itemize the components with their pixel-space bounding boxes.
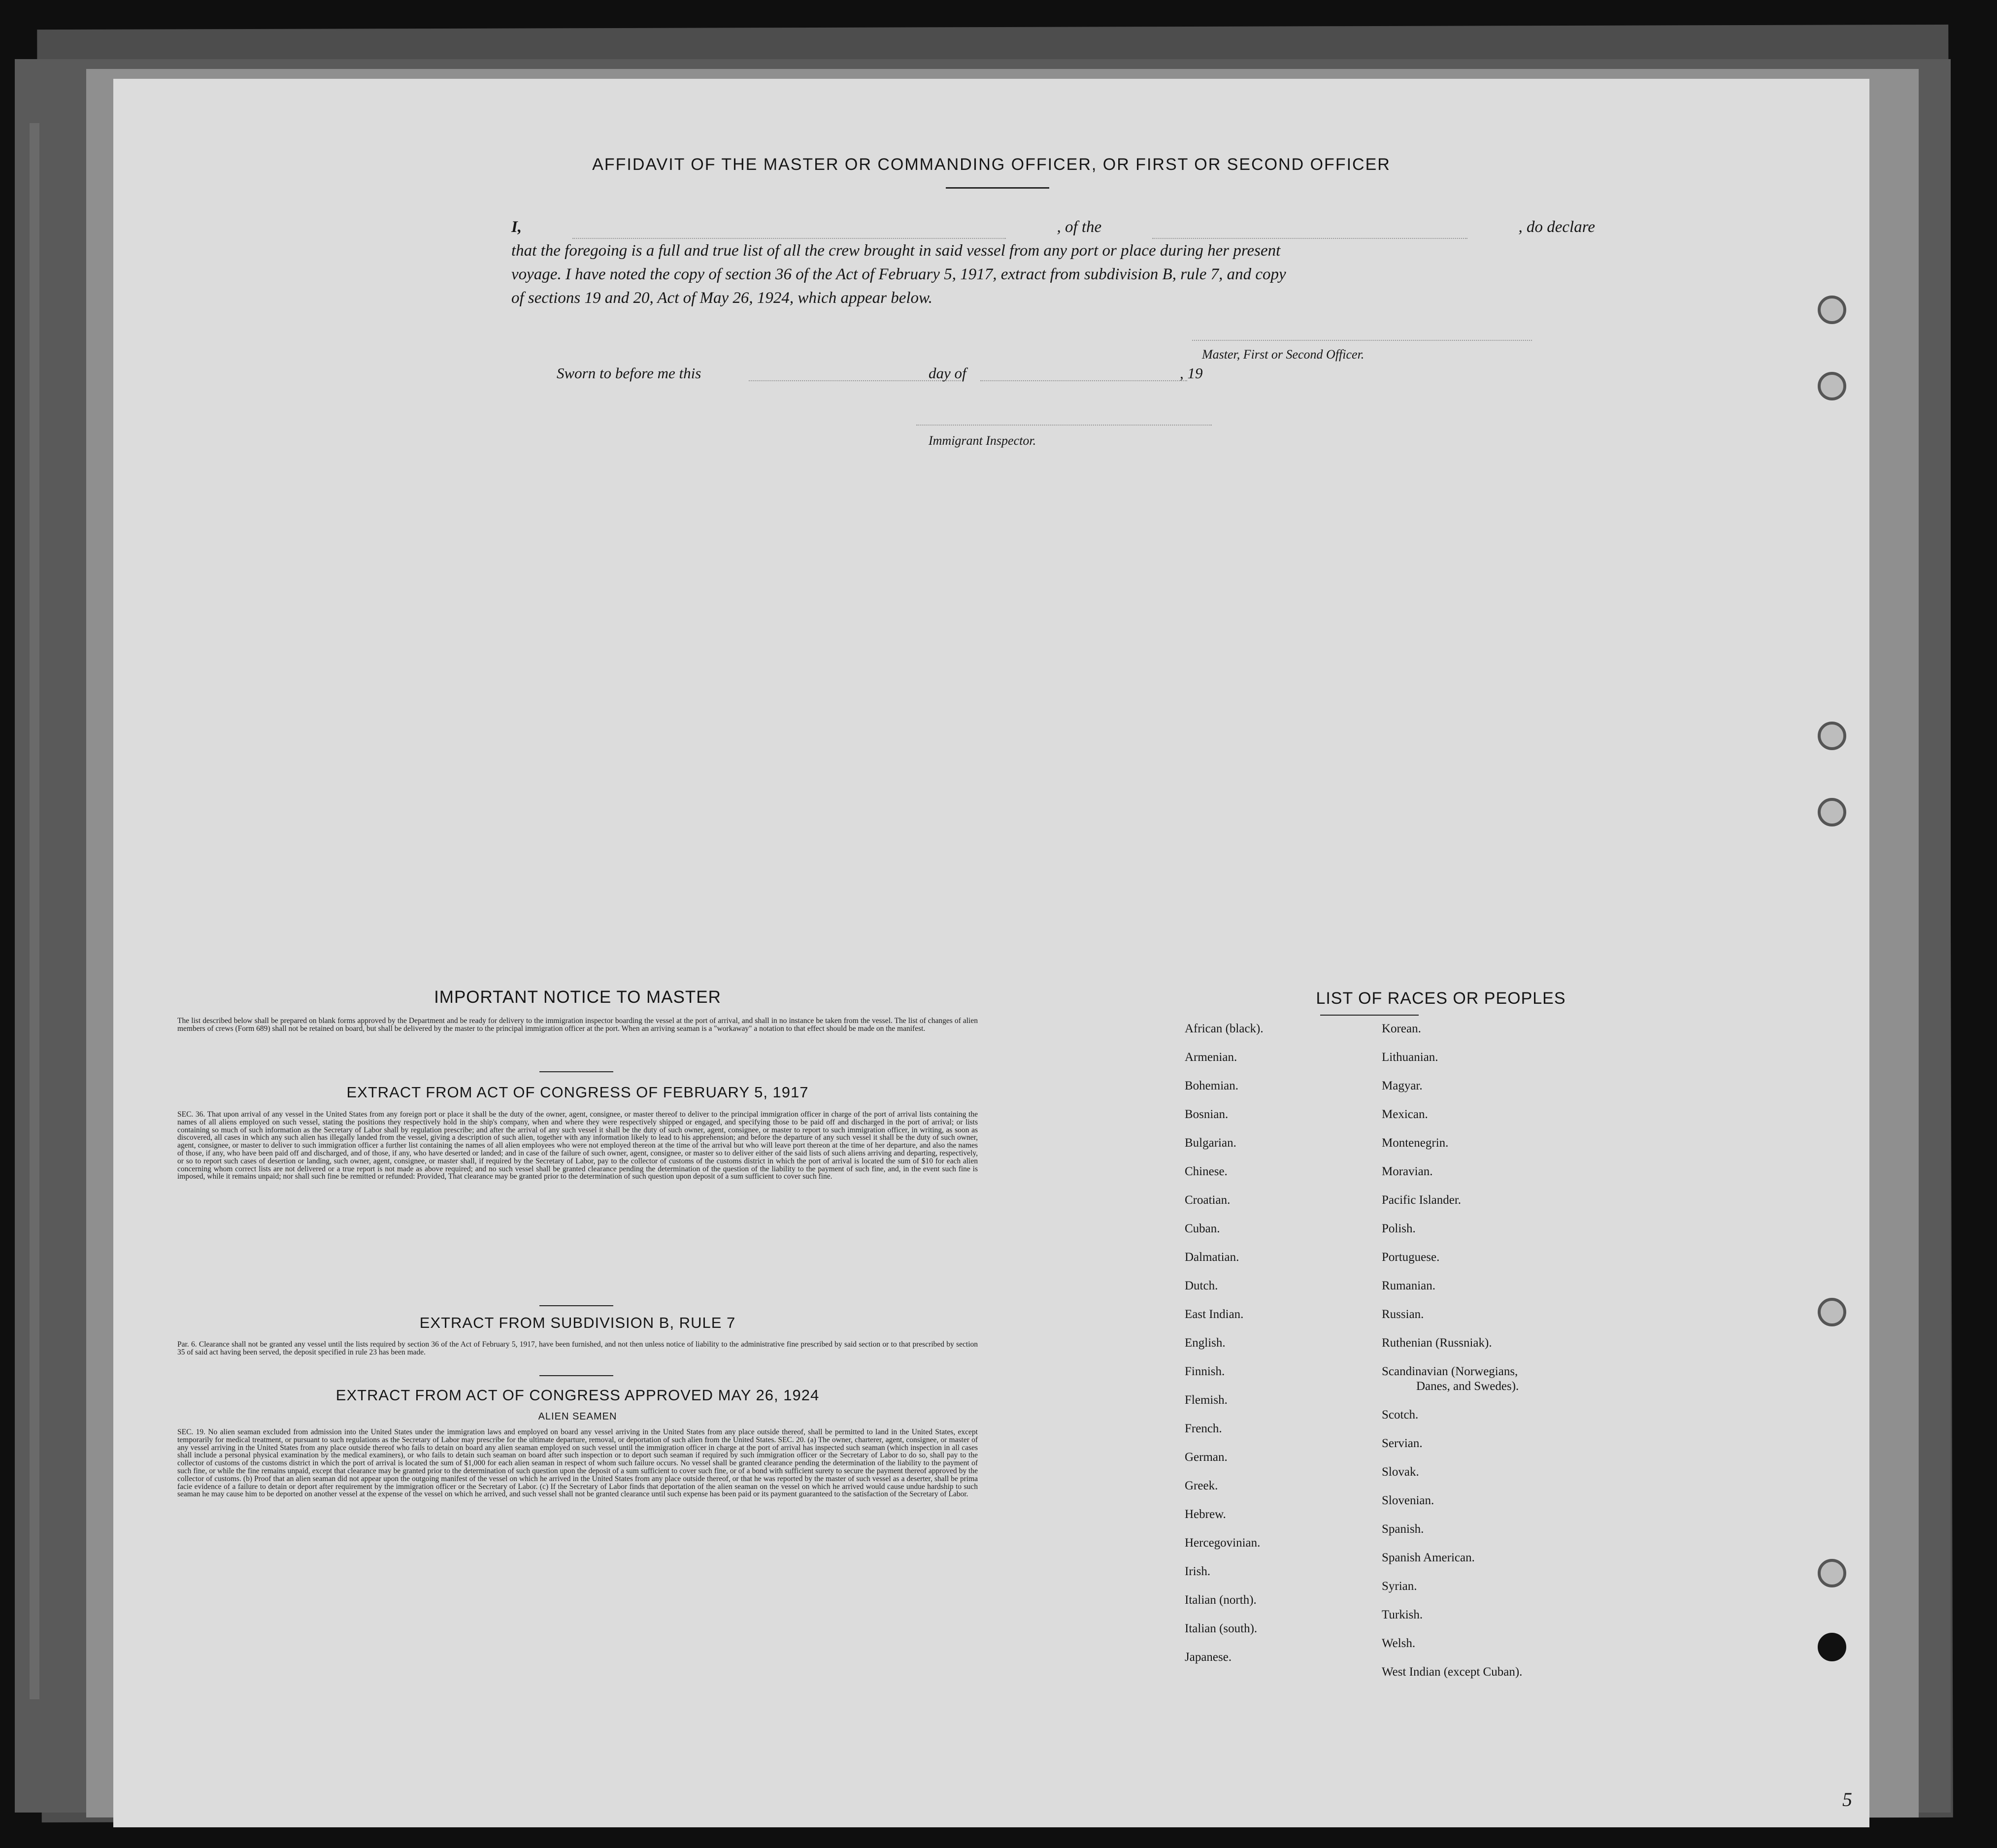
notice-title: IMPORTANT NOTICE TO MASTER	[434, 988, 721, 1007]
race-list-item: Pacific Islander.	[1382, 1193, 1462, 1207]
punch-hole-icon	[1818, 372, 1846, 400]
race-list-item: Mexican.	[1382, 1108, 1428, 1121]
divider-1	[539, 1071, 613, 1072]
extract-1924-title: EXTRACT FROM ACT OF CONGRESS APPROVED MAY 26, 1924	[335, 1386, 820, 1404]
divider-2	[539, 1305, 613, 1306]
race-list-item: Danes, and Swedes).	[1416, 1380, 1519, 1393]
race-list-item: Slovak.	[1382, 1465, 1419, 1479]
race-list-item: Scotch.	[1382, 1408, 1419, 1421]
vessel-blank[interactable]	[1152, 215, 1467, 239]
master-signature-blank[interactable]	[1192, 340, 1532, 341]
race-list-item: Spanish American.	[1382, 1551, 1475, 1564]
race-list-item: Italian (south).	[1185, 1622, 1258, 1635]
day-of-label: day of	[929, 364, 966, 382]
affidavit-line-3: voyage. I have noted the copy of section 36 of the Act of February 5, 1917, extract from subdivision B, rule 7, and copy	[511, 265, 1286, 283]
race-list-item: Montenegrin.	[1382, 1136, 1449, 1150]
extract-1917-text: SEC. 36. That upon arrival of any vessel in the United States from any foreign port or place it shall be the duty of the owner, agent, consignee, or master thereof to deliver to the principal immigration officer in charge of the port of arrival lists containing the names of all aliens employed on such vessel, stating the positions they respectively hold in the ship's company, when and where they were respectively shipped or engaged, and specifying those to be paid off and discharged in the port of arrival; or lists containing so much of such information as the Secretary of Labor shall by regulation prescribe; and after the arrival of any such vessel it shall be the duty of such owner, agent, consignee, or master to report to such immigration officer, in writing, as soon as discovered, all cases in which any such alien has illegally landed from the vessel, giving a description of such alien, together with any information likely to lead to his apprehension; and before the departure of any such vessel it shall be the duty of such owner, agent, consignee, or master to deliver to such immigration officer a further list containing the names of all alien employees who were not employed thereon at the time of the arrival but who will leave port thereon at the time of her departure, and also the names of those, if any, who have been paid off and discharged, and of those, if any, who have deserted or landed; and in case of the failure of such owner, agent, consignee, or master so to deliver either of the said lists of such aliens arriving and departing, respectively, or so to report such cases of desertion or landing, such owner, agent, consignee, or master shall, if required by the Secretary of Labor, pay to the collector of customs of the customs district in which the port of arrival is located the sum of $10 for each alien concerning whom correct lists are not delivered or a true report is not made as above required; and no such vessel shall be granted clearance pending the determination of the question of the liability to the payment of such fine, and, in the event such fine is imposed, while it remains unpaid; nor shall such fine be remitted or refunded: Provided, That clearance may be granted prior to the determination of such question upon deposit of a sum sufficient to cover such fine.	[177, 1110, 978, 1181]
race-list-item: Scandinavian (Norwegians,	[1382, 1365, 1518, 1378]
punch-hole-icon	[1818, 1298, 1846, 1326]
race-list-item: Turkish.	[1382, 1608, 1423, 1621]
races-title: LIST OF RACES OR PEOPLES	[1316, 989, 1566, 1008]
punch-hole-dark-icon	[1818, 1633, 1846, 1661]
race-list-item: East Indian.	[1185, 1308, 1244, 1321]
affidavit-declare: , do declare	[1518, 218, 1595, 236]
affidavit-line-2: that the foregoing is a full and true list of all the crew brought in said vessel from any port or place during her present	[511, 242, 1281, 260]
race-list-item: Servian.	[1382, 1437, 1423, 1450]
race-list-item: Irish.	[1185, 1565, 1211, 1578]
race-list-item: Magyar.	[1382, 1079, 1423, 1092]
races-column-1	[1185, 1015, 1264, 1672]
extract-1924-text: SEC. 19. No alien seaman excluded from admission into the United States under the immigration laws and employed on board any vessel arriving in the United States from any place outside thereof, shall be permitted to land in the United States, except temporarily for medical treatment, or pursuant to such regulations as the Secretary of Labor may prescribe for the ultimate departure, removal, or deportation of such alien from the United States. SEC. 20. (a) The owner, charterer, agent, consignee, or master of any vessel arriving in the United States from any place outside thereof who fails to detain on board any alien seaman employed on such vessel until the immigration officer in charge at the port of arrival has inspected such seaman (which inspection in all cases shall include a personal physical examination by the medical examiners), or who fails to detain such seaman on board after such inspection or to deport such seaman if required by such immigration officer or the Secretary of Labor to do so, shall pay to the collector of customs of the customs district in which the port of arrival is located the sum of $1,000 for each alien seaman in respect of whom such failure occurs. No vessel shall be granted clearance pending the determination of the liability to the payment of such fine, or while the fine remains unpaid, except that clearance may be granted prior to the determination of such question upon the deposit of a sum sufficient to cover such fine, or of a bond with sufficient surety to secure the payment thereof approved by the collector of customs. (b) Proof that an alien seaman did not appear upon the outgoing manifest of the vessel on which he arrived in the United States from any place outside thereof, or that he was reported by the master of such vessel as a deserter, shall be prima facie evidence of a failure to detain or deport after requirement by the immigration officer or the Secretary of Labor. (c) If the Secretary of Labor finds that deportation of the alien seaman on the vessel on which he arrived would cause undue hardship to such seaman he may cause him to be deported on another vessel at the expense of the vessel on which he arrived, and such vessel shall not be granted clearance until such expense has been paid or its payment guaranteed to the satisfaction of the Secretary of Labor.	[177, 1428, 978, 1499]
race-list-item: Rumanian.	[1382, 1279, 1436, 1292]
divider-3	[539, 1375, 613, 1376]
inspector-signature-blank[interactable]	[916, 425, 1212, 426]
inspector-label: Immigrant Inspector.	[929, 433, 1036, 448]
rule-7-title: EXTRACT FROM SUBDIVISION B, RULE 7	[419, 1314, 736, 1331]
race-list-item: Japanese.	[1185, 1650, 1232, 1664]
race-list-item: Bohemian.	[1185, 1079, 1239, 1092]
form-page	[113, 79, 1869, 1827]
race-list-item: Armenian.	[1185, 1051, 1237, 1064]
sworn-month-blank[interactable]	[980, 380, 1187, 381]
sworn-label: Sworn to before me this	[557, 364, 701, 382]
race-list-item: Flemish.	[1185, 1393, 1228, 1407]
punch-hole-icon	[1818, 1559, 1846, 1587]
races-column-2	[1382, 1015, 1522, 1686]
race-list-item: Portuguese.	[1382, 1251, 1440, 1264]
affidavit-i: I,	[511, 218, 522, 236]
race-list-item: Welsh.	[1382, 1637, 1416, 1650]
punch-hole-icon	[1818, 296, 1846, 324]
affidavit-first-line	[511, 215, 1595, 239]
race-list-item: Italian (north).	[1185, 1593, 1257, 1607]
race-list-item: Croatian.	[1185, 1193, 1231, 1207]
race-list-item: Dutch.	[1185, 1279, 1218, 1292]
race-list-item: Bosnian.	[1185, 1108, 1229, 1121]
race-list-item: Hercegovinian.	[1185, 1536, 1261, 1550]
race-list-item: Spanish.	[1382, 1522, 1424, 1536]
race-list-item: Korean.	[1382, 1022, 1421, 1035]
punch-hole-icon	[1818, 798, 1846, 826]
affidavit-line-4: of sections 19 and 20, Act of May 26, 1924, which appear below.	[511, 289, 932, 307]
affidavit-of-the: , of the	[1057, 218, 1102, 236]
notice-text: The list described below shall be prepared on blank forms approved by the Department and be ready for delivery to the immigration inspector boarding the vessel at the port of arrival, and shall in no instance be taken from the vessel. The list of changes of alien members of crews (Form 689) shall not be retained on board, but shall be delivered by the master to the principal immigration officer at the port. When an arriving seaman is a "workaway" a notation to that effect should be made on the manifest.	[177, 1017, 978, 1033]
race-list-item: Polish.	[1382, 1222, 1416, 1235]
name-blank[interactable]	[572, 215, 1006, 239]
race-list-item: Slovenian.	[1382, 1494, 1434, 1507]
extract-1917-title: EXTRACT FROM ACT OF CONGRESS OF FEBRUARY 5, 1917	[346, 1084, 809, 1101]
race-list-item: German.	[1185, 1451, 1228, 1464]
rule-7-text: Par. 6. Clearance shall not be granted any vessel until the lists required by section 36 of the Act of February 5, 1917, have been furnished, and not then unless notice of liability to the administrative fine prescribed by said section or to that prescribed by section 35 of said act having been served, the deposit specified in rule 23 has been made.	[177, 1340, 978, 1356]
punch-hole-icon	[1818, 722, 1846, 750]
year-label: , 19	[1180, 364, 1203, 382]
affidavit-body	[511, 215, 1595, 310]
race-list-item: English.	[1185, 1336, 1226, 1350]
alien-seamen-subtitle: ALIEN SEAMEN	[538, 1411, 617, 1422]
race-list-item: Finnish.	[1185, 1365, 1225, 1378]
race-list-item: Moravian.	[1382, 1165, 1433, 1178]
binder-strip	[30, 123, 39, 1699]
race-list-item: Dalmatian.	[1185, 1251, 1239, 1264]
affidavit-title: AFFIDAVIT OF THE MASTER OR COMMANDING OFFICER, OR FIRST OR SECOND OFFICER	[592, 155, 1391, 174]
race-list-item: Ruthenian (Russniak).	[1382, 1336, 1492, 1350]
page-number-mark: 5	[1842, 1788, 1852, 1811]
race-list-item: Greek.	[1185, 1479, 1218, 1492]
race-list-item: Syrian.	[1382, 1580, 1417, 1593]
race-list-item: West Indian (except Cuban).	[1382, 1665, 1523, 1679]
title-divider	[946, 187, 1049, 189]
race-list-item: French.	[1185, 1422, 1222, 1435]
master-signature-label: Master, First or Second Officer.	[1202, 347, 1365, 362]
race-list-item: Hebrew.	[1185, 1508, 1226, 1521]
race-list-item: Chinese.	[1185, 1165, 1228, 1178]
race-list-item: Cuban.	[1185, 1222, 1220, 1235]
race-list-item: Lithuanian.	[1382, 1051, 1438, 1064]
race-list-item: African (black).	[1185, 1022, 1264, 1035]
race-list-item: Russian.	[1382, 1308, 1424, 1321]
race-list-item: Bulgarian.	[1185, 1136, 1236, 1150]
